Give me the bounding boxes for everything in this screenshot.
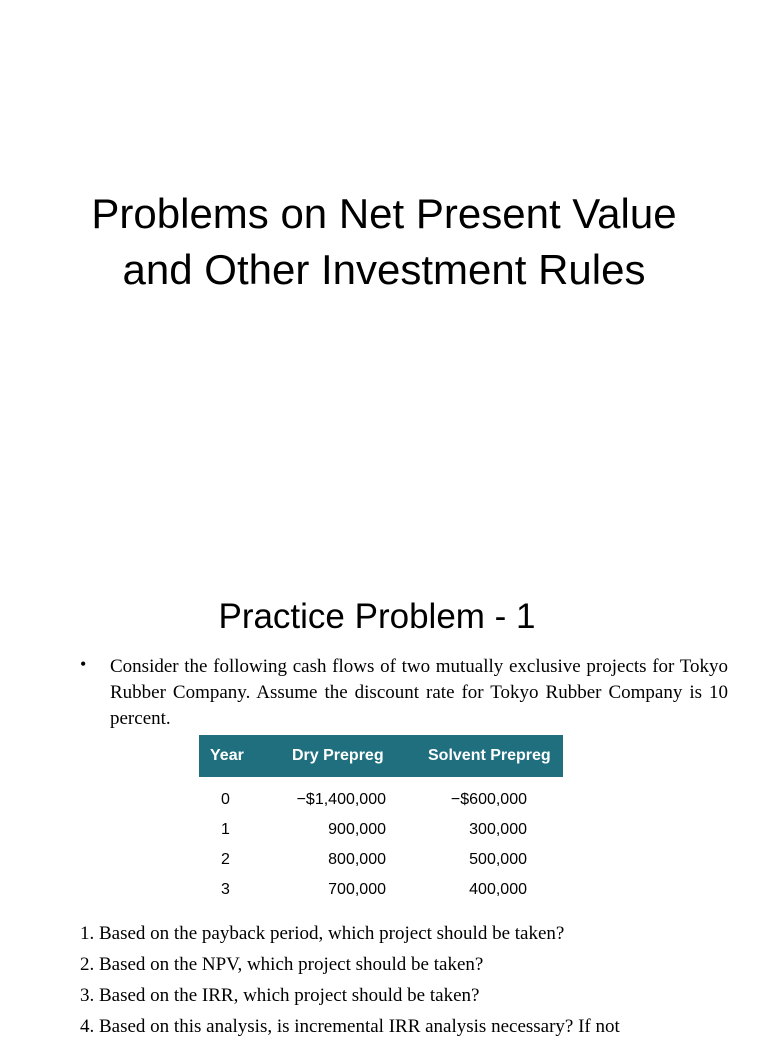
cell-year: 2 — [221, 851, 230, 868]
cell-solvent-prepreg: 400,000 — [469, 881, 527, 898]
question-item: 1. Based on the payback period, which project should be taken? — [80, 923, 565, 944]
slide-title-line-2: and Other Investment Rules — [122, 246, 646, 293]
practice-problem-title: Practice Problem - 1 — [218, 597, 536, 636]
header-solvent-prepreg: Solvent Prepreg — [428, 747, 551, 764]
cell-year: 1 — [221, 821, 230, 838]
question-item: 3. Based on the IRR, which project should be taken? — [80, 985, 480, 1006]
table-row — [199, 815, 563, 845]
question-item: 4. Based on this analysis, is incremental IRR analysis necessary? If not — [80, 1016, 620, 1037]
cell-year: 0 — [221, 791, 230, 808]
cell-solvent-prepreg: 500,000 — [469, 851, 527, 868]
cell-dry-prepreg: 700,000 — [328, 881, 386, 898]
bullet-icon: • — [80, 654, 87, 674]
cash-flow-table — [199, 735, 563, 905]
problem-description: Consider the following cash flows of two mutually exclusive projects for Tokyo Rubber Company. Assume the discount rate for Tokyo Rubber Company is 10 percent. — [110, 656, 728, 729]
header-year: Year — [210, 747, 244, 764]
cell-dry-prepreg: −$1,400,000 — [296, 791, 386, 808]
slide-title-line-1: Problems on Net Present Value — [91, 190, 677, 237]
cell-solvent-prepreg: −$600,000 — [450, 791, 527, 808]
question-list — [80, 918, 740, 1042]
table-row — [199, 875, 563, 905]
header-dry-prepreg: Dry Prepreg — [292, 747, 384, 764]
cell-year: 3 — [221, 881, 230, 898]
table-row — [199, 777, 563, 815]
table-header-row — [199, 735, 563, 777]
table-row — [199, 845, 563, 875]
cell-dry-prepreg: 800,000 — [328, 851, 386, 868]
cell-dry-prepreg: 900,000 — [328, 821, 386, 838]
cell-solvent-prepreg: 300,000 — [469, 821, 527, 838]
slide-title — [0, 186, 768, 298]
question-item: 2. Based on the NPV, which project should be taken? — [80, 954, 484, 975]
